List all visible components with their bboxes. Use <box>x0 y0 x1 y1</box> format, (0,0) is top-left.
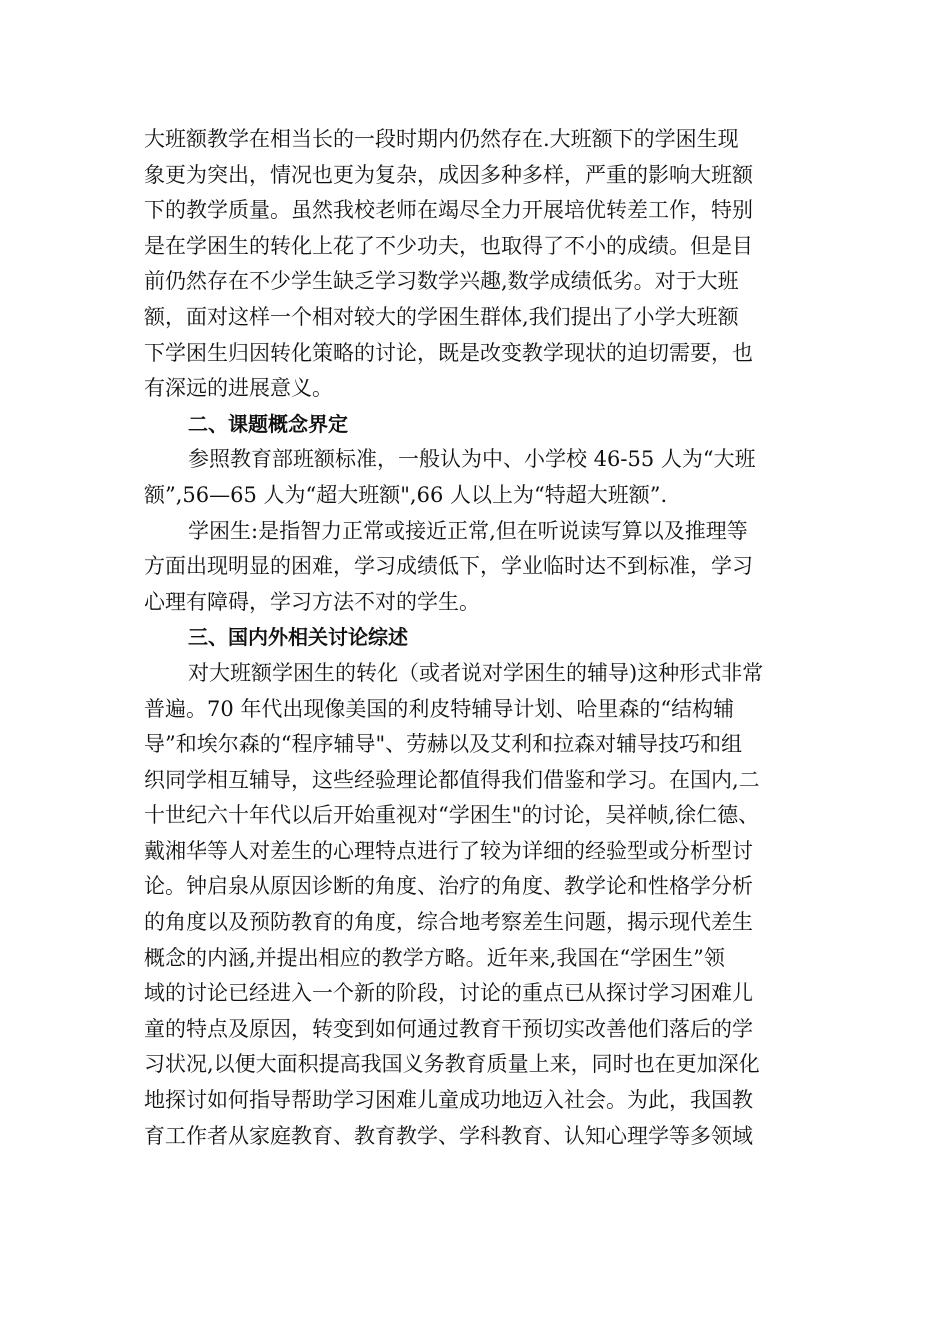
paragraph-line: 十世纪六十年代以后开始重视对“学困生"的讨论，吴祥帧,徐仁德、 <box>144 803 760 828</box>
paragraph-line: 方面出现明显的困难，学习成绩低下，学业临时达不到标准，学习 <box>144 554 753 579</box>
paragraph-line: 育工作者从家庭教育、教育教学、学科教育、认知心理学等多领域 <box>144 1123 753 1148</box>
section-heading-concept: 二、课题概念界定 <box>188 411 348 436</box>
paragraph-line: 习状况,以便大面积提高我国义务教育质量上来，同时也在更加深化 <box>144 1052 760 1077</box>
paragraph-line: 戴湘华等人对差生的心理特点进行了较为详细的经验型或分析型讨 <box>144 838 753 863</box>
paragraph-line: 织同学相互辅导，这些经验理论都值得我们借鉴和学习。在国内,二 <box>144 767 760 792</box>
paragraph-line: 童的特点及原因，转变到如何通过教育干预切实改善他们落后的学 <box>144 1016 753 1041</box>
paragraph-line: 域的讨论已经进入一个新的阶段，讨论的重点已从探讨学习困难儿 <box>144 981 753 1006</box>
document-body <box>144 122 814 1154</box>
paragraph-line: 额”,56—65 人为“超大班额",66 人以上为“特超大班额”. <box>144 482 668 507</box>
section-heading-review: 三、国内外相关讨论综述 <box>188 625 408 650</box>
paragraph-line: 学困生:是指智力正常或接近正常,但在听说读写算以及推理等 <box>188 518 748 543</box>
paragraph-line: 地探讨如何指导帮助学习困难儿童成功地迈入社会。为此，我国教 <box>144 1088 753 1113</box>
paragraph-line: 概念的内涵,并提出相应的教学方略。近年来,我国在“学困生”领 <box>144 945 725 970</box>
paragraph-line: 前仍然存在不少学生缺乏学习数学兴趣,数学成绩低劣。对于大班 <box>144 269 739 294</box>
paragraph-line: 下学困生归因转化策略的讨论，既是改变教学现状的迫切需要，也 <box>144 340 753 365</box>
paragraph-line: 下的教学质量。虽然我校老师在竭尽全力开展培优转差工作，特别 <box>144 198 753 223</box>
paragraph-line: 参照教育部班额标准，一般认为中、小学校 46-55 人为“大班 <box>188 447 756 472</box>
paragraph-line: 心理有障碍，学习方法不对的学生。 <box>144 589 480 614</box>
paragraph-line: 有深远的进展意义。 <box>144 376 333 401</box>
paragraph-line: 对大班额学困生的转化（或者说对学困生的辅导)这种形式非常 <box>188 660 764 685</box>
paragraph-line: 普遍。70 年代出现像美国的利皮特辅导计划、哈里森的“结构辅 <box>144 696 735 721</box>
paragraph-line: 象更为突出，情况也更为复杂，成因多种多样，严重的影响大班额 <box>144 162 753 187</box>
paragraph-line: 是在学困生的转化上花了不少功夫，也取得了不小的成绩。但是目 <box>144 233 753 258</box>
paragraph-line: 额，面对这样一个相对较大的学困生群体,我们提出了小学大班额 <box>144 304 739 329</box>
paragraph-line: 导”和埃尔森的“程序辅导"、劳赫以及艾利和拉森对辅导技巧和组 <box>144 732 743 757</box>
paragraph-line: 的角度以及预防教育的角度，综合地考察差生问题，揭示现代差生 <box>144 910 753 935</box>
paragraph-line: 大班额教学在相当长的一段时期内仍然存在.大班额下的学困生现 <box>144 127 739 151</box>
paragraph-line: 论。钟启泉从原因诊断的角度、治疗的角度、教学论和性格学分析 <box>144 874 753 899</box>
